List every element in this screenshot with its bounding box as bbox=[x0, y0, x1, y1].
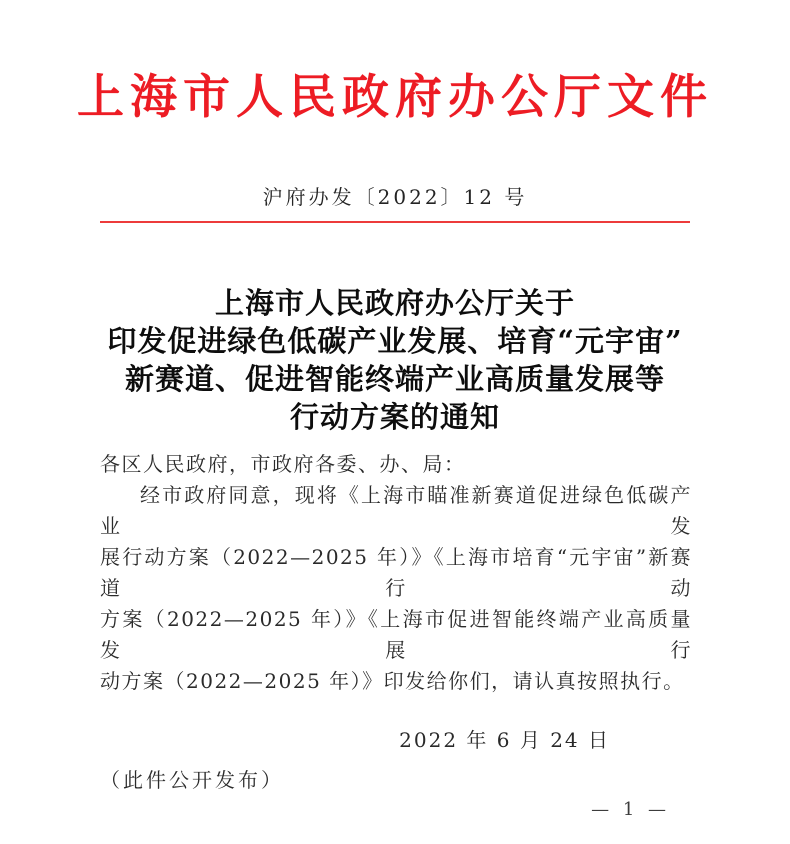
body-line: 经市政府同意，现将《上海市瞄准新赛道促进绿色低碳产业发 bbox=[100, 483, 692, 538]
document-title-line: 上海市人民政府办公厅关于 bbox=[214, 286, 575, 320]
document-title-line: 行动方案的通知 bbox=[289, 400, 500, 434]
salutation: 各区人民政府，市政府各委、办、局： bbox=[100, 452, 466, 476]
document-title bbox=[84, 284, 706, 436]
issue-date: 2022 年 6 月 24 日 bbox=[399, 728, 610, 752]
document-header-title: 上海市人民政府办公厅文件 bbox=[77, 70, 713, 125]
header-separator-line bbox=[100, 221, 690, 223]
body-line: 动方案（2022—2025 年）》印发给你们，请认真按照执行。 bbox=[100, 669, 685, 693]
public-release-note: （此件公开发布） bbox=[100, 768, 284, 792]
body-line: 展行动方案（2022—2025 年）》《上海市培育“元宇宙”新赛道行动 bbox=[100, 545, 692, 600]
document-title-line: 印发促进绿色低碳产业发展、培育“元宇宙” bbox=[107, 324, 683, 358]
page-number: — 1 — bbox=[591, 799, 670, 820]
document-title-line: 新赛道、促进智能终端产业高质量发展等 bbox=[124, 362, 665, 396]
document-number: 沪府办发〔2022〕12 号 bbox=[262, 185, 528, 209]
body-line: 方案（2022—2025 年）》《上海市促进智能终端产业高质量发展行 bbox=[100, 607, 692, 662]
document-body bbox=[100, 449, 692, 697]
